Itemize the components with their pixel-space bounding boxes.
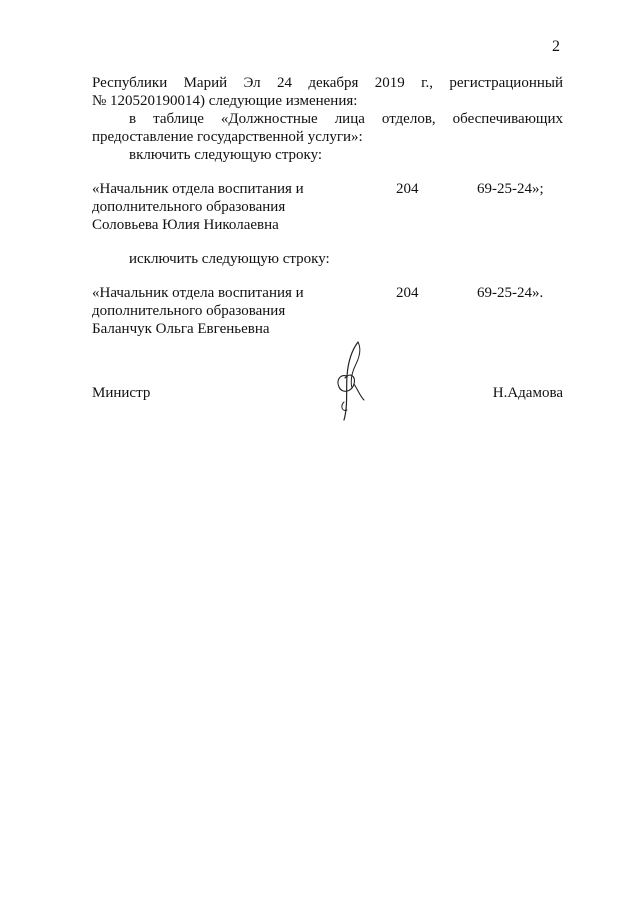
intro-line-1: Республики Марий Эл 24 декабря 2019 г., регистрационный [92,75,563,91]
intro-paragraph [92,74,563,164]
intro-line-2: № 120520190014) следующие изменения: [92,93,358,109]
intro-line-3: в таблице «Должностные лица отделов, обеспечивающих [129,111,563,127]
signatory-name: Н.Адамова [492,385,563,401]
included-row-name-line-3: Соловьева Юлия Николаевна [92,217,279,233]
excluded-row-name-line-1: «Начальник отдела воспитания и [92,285,304,301]
included-row-name-line-2: дополнительного образования [92,199,286,215]
excluded-row-room: 204 [396,285,419,301]
included-row-name-line-1: «Начальник отдела воспитания и [92,181,304,197]
excluded-row-phone: 69-25-24». [477,285,544,301]
handwritten-signature [330,340,370,422]
excluded-row-name-line-3: Баланчук Ольга Евгеньевна [92,321,270,337]
included-row-name [92,180,352,234]
include-instruction: включить следующую строку: [129,147,323,163]
excluded-row-name-line-2: дополнительного образования [92,303,286,319]
excluded-row-name [92,284,352,338]
signatory-title: Министр [92,385,151,401]
intro-line-4: предоставление государственной услуги»: [92,129,363,145]
included-row-phone: 69-25-24»; [477,181,544,197]
page-number: 2 [552,38,560,55]
included-table-row [92,180,563,240]
exclude-instruction: исключить следующую строку: [129,251,330,267]
signature-row [92,384,563,404]
included-row-room: 204 [396,181,419,197]
excluded-table-row [92,284,563,344]
